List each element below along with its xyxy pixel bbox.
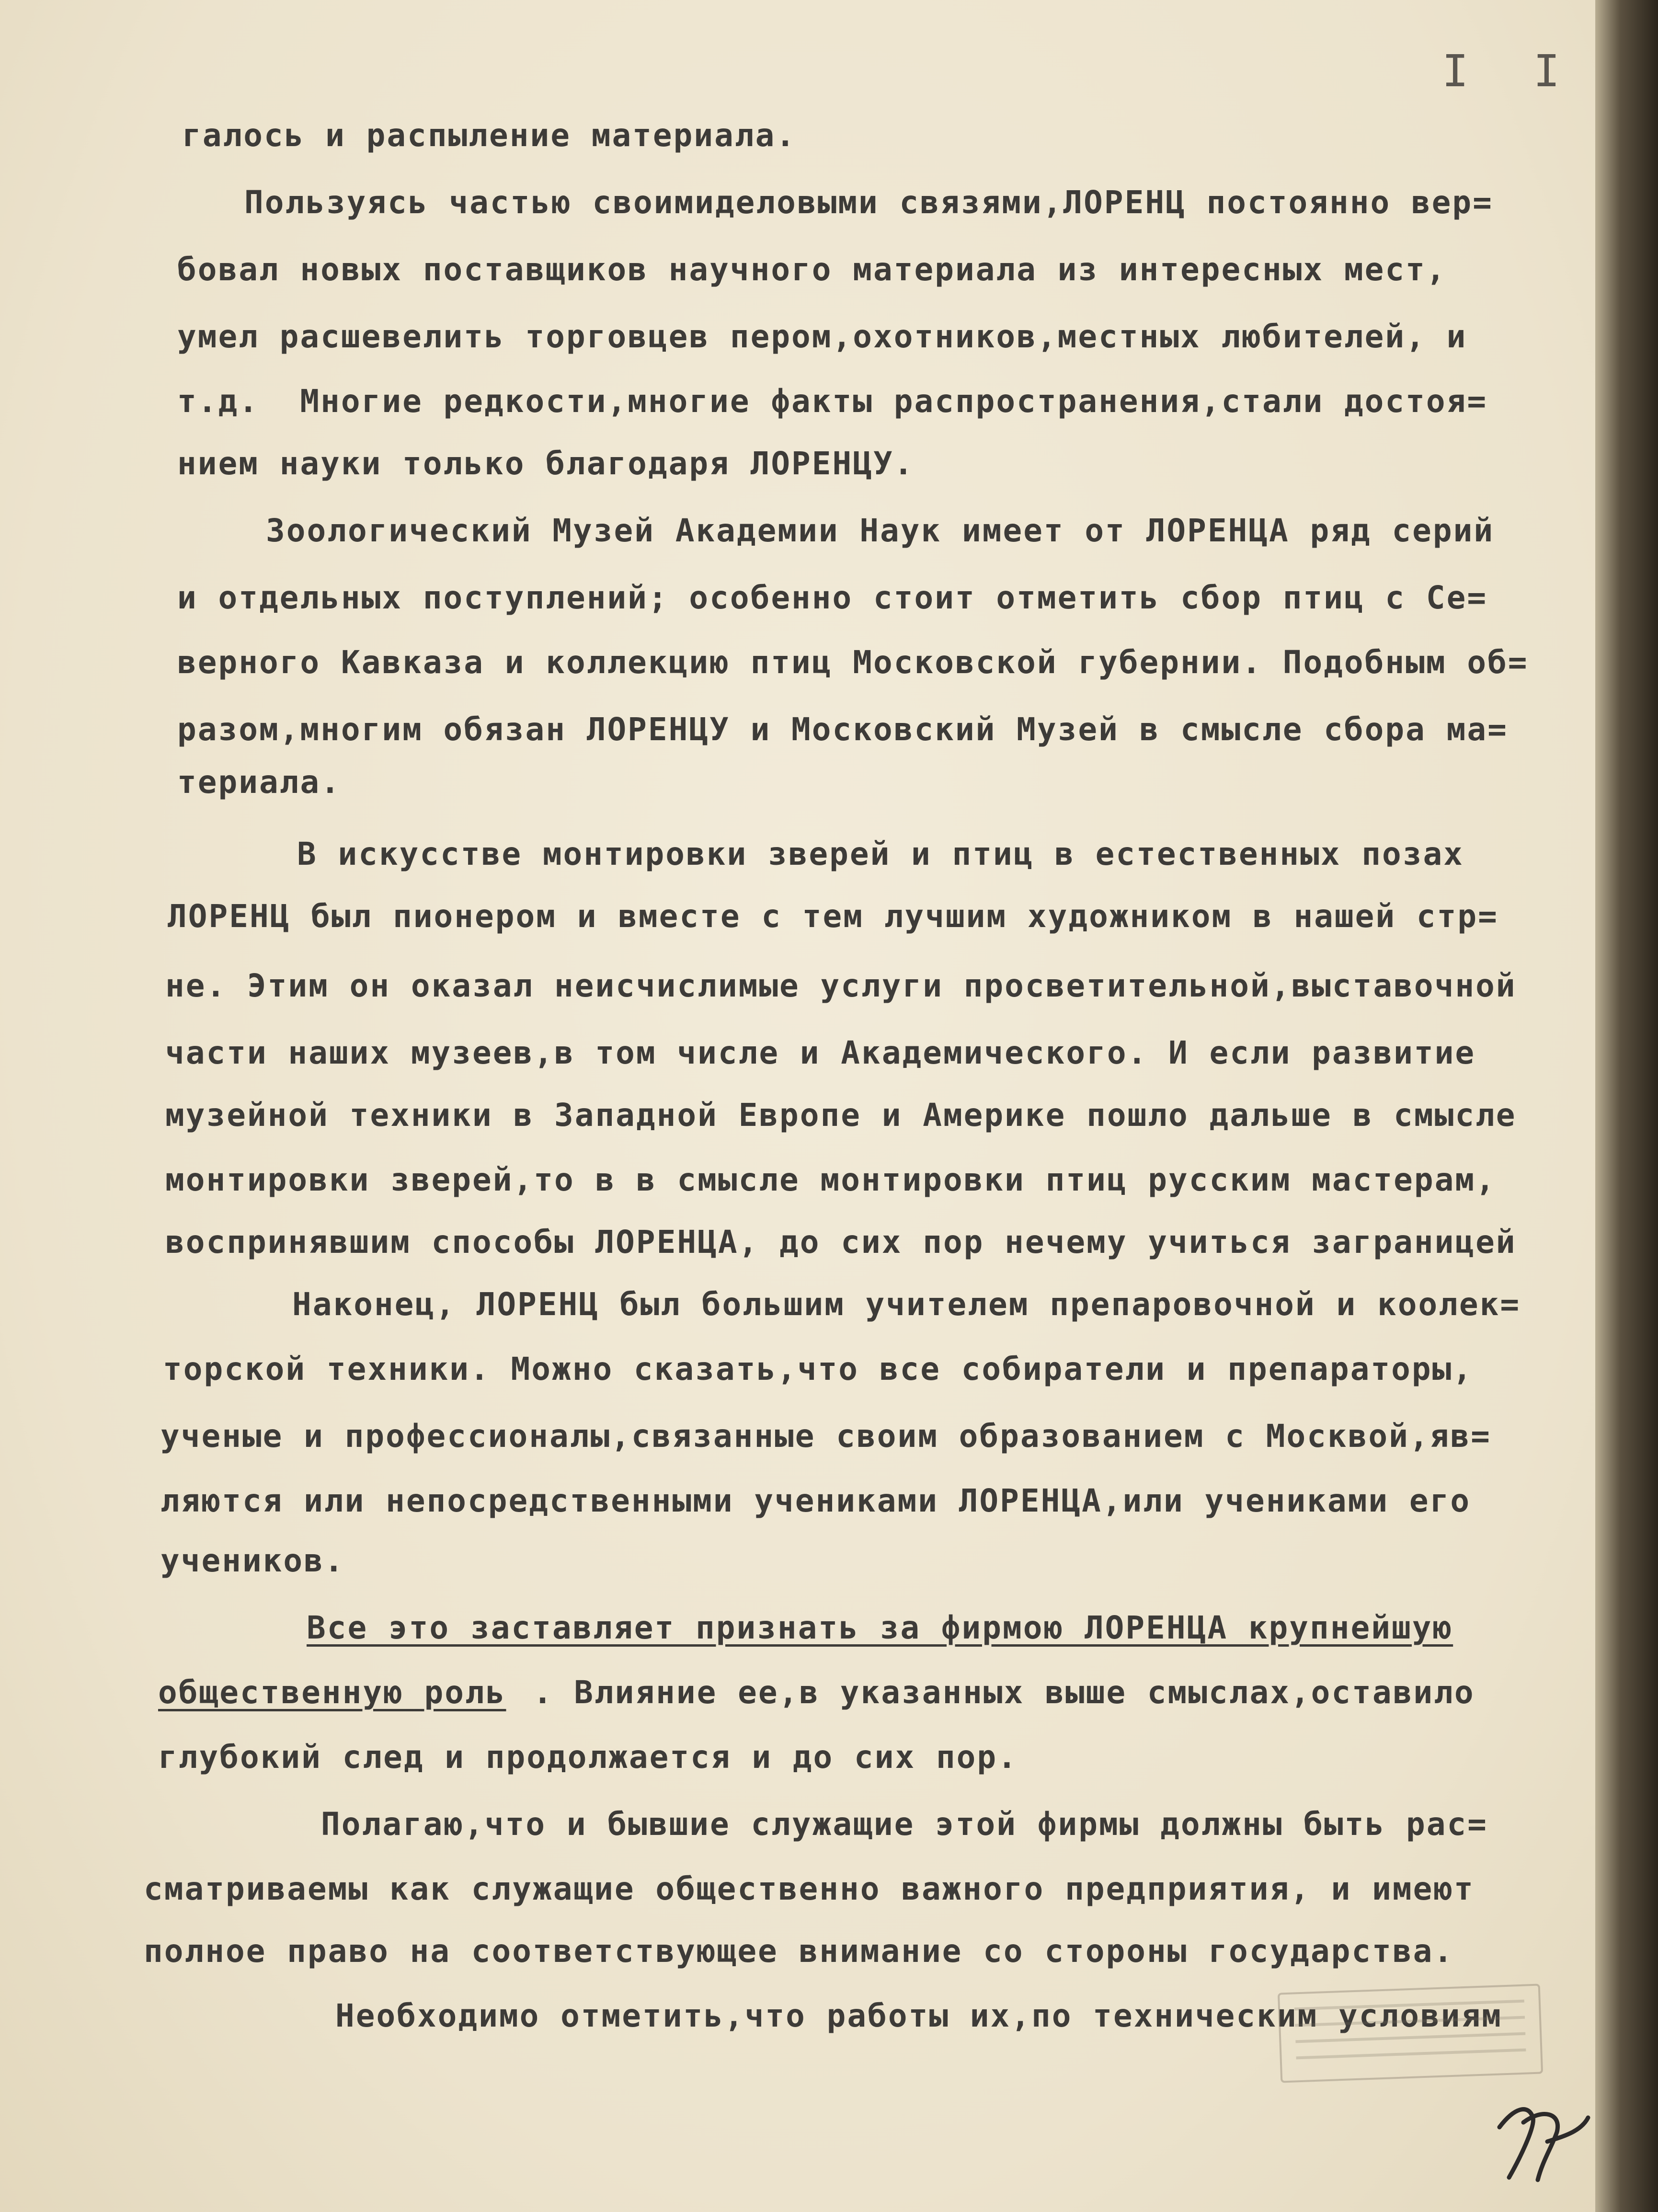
text-line: верного Кавказа и коллекцию птиц Московской губернии. Подобным об=: [177, 644, 1529, 681]
text-line: В искусстве монтировки зверей и птиц в естественных позах: [297, 836, 1464, 872]
text-line: Наконец, ЛОРЕНЦ был большим учителем препаровочной и коолек=: [292, 1286, 1521, 1323]
faded-stamp: [1278, 1983, 1543, 2083]
text-line: галось и распыление материала.: [182, 117, 797, 154]
text-line: ляются или непосредственными учениками ЛОРЕНЦА,или учениками его: [160, 1482, 1471, 1519]
underlined-text-segment: общественную роль: [158, 1674, 506, 1711]
text-line: сматриваемы как служащие общественно важного предприятия, и имеют: [144, 1870, 1475, 1907]
text-line: монтировки зверей,то в в смысле монтировки птиц русским мастерам,: [165, 1161, 1496, 1198]
text-line: Необходимо отметить,что работы их,по техническим условиям: [335, 1997, 1502, 2034]
text-line: Зоологический Музей Академии Наук имеет от ЛОРЕНЦА ряд серий: [266, 512, 1495, 549]
text-line: не. Этим он оказал неисчислимые услуги просветительной,выставочной: [165, 967, 1517, 1004]
text-line: воспринявшим способы ЛОРЕНЦА, до сих пор нечему учиться заграницей: [165, 1224, 1517, 1261]
text-line: ученые и профессионалы,связанные своим образованием с Москвой,яв=: [160, 1418, 1491, 1455]
text-line: музейной техники в Западной Европе и Америке пошло дальше в смысле: [165, 1097, 1517, 1134]
text-line: и отдельных поступлений; особенно стоит отметить сбор птиц с Се=: [177, 579, 1488, 616]
text-line: умел расшевелить торговцев пером,охотников,местных любителей, и: [177, 318, 1467, 355]
text-line: нием науки только благодаря ЛОРЕНЦУ.: [177, 445, 915, 482]
text-line: т.д. Многие редкости,многие факты распространения,стали достоя=: [177, 383, 1488, 420]
handwritten-folio-number: [1490, 2089, 1595, 2185]
text-line: разом,многим обязан ЛОРЕНЦУ и Московский Музей в смысле сбора ма=: [177, 711, 1508, 748]
text-line: бовал новых поставщиков научного материала из интересных мест,: [177, 251, 1447, 288]
text-line: Полагаю,что и бывшие служащие этой фирмы должны быть рас=: [321, 1806, 1488, 1843]
text-line: части наших музеев,в том числе и Академического. И если развитие: [165, 1034, 1476, 1071]
underlined-text-line: Все это заставляет признать за фирмою ЛОРЕНЦА крупнейшую: [307, 1609, 1453, 1646]
text-line: ЛОРЕНЦ был пионером и вместе с тем лучшим художником в нашей стр=: [168, 898, 1498, 935]
text-line: . Влияние ее,в указанных выше смыслах,оставило: [513, 1674, 1475, 1711]
text-line: териала.: [177, 764, 341, 801]
text-line: торской техники. Можно сказать,что все собиратели и препараторы,: [163, 1351, 1474, 1387]
text-line: глубокий след и продолжается и до сих пор.: [158, 1739, 1018, 1776]
text-line: Пользуясь частью своимиделовыми связями,ЛОРЕНЦ постоянно вер=: [244, 184, 1493, 221]
page-edge-shadow: [1595, 0, 1658, 2212]
page-number: I I: [1442, 46, 1579, 97]
text-line: учеников.: [160, 1542, 345, 1579]
text-line: полное право на соответствующее внимание со стороны государства.: [144, 1933, 1454, 1970]
